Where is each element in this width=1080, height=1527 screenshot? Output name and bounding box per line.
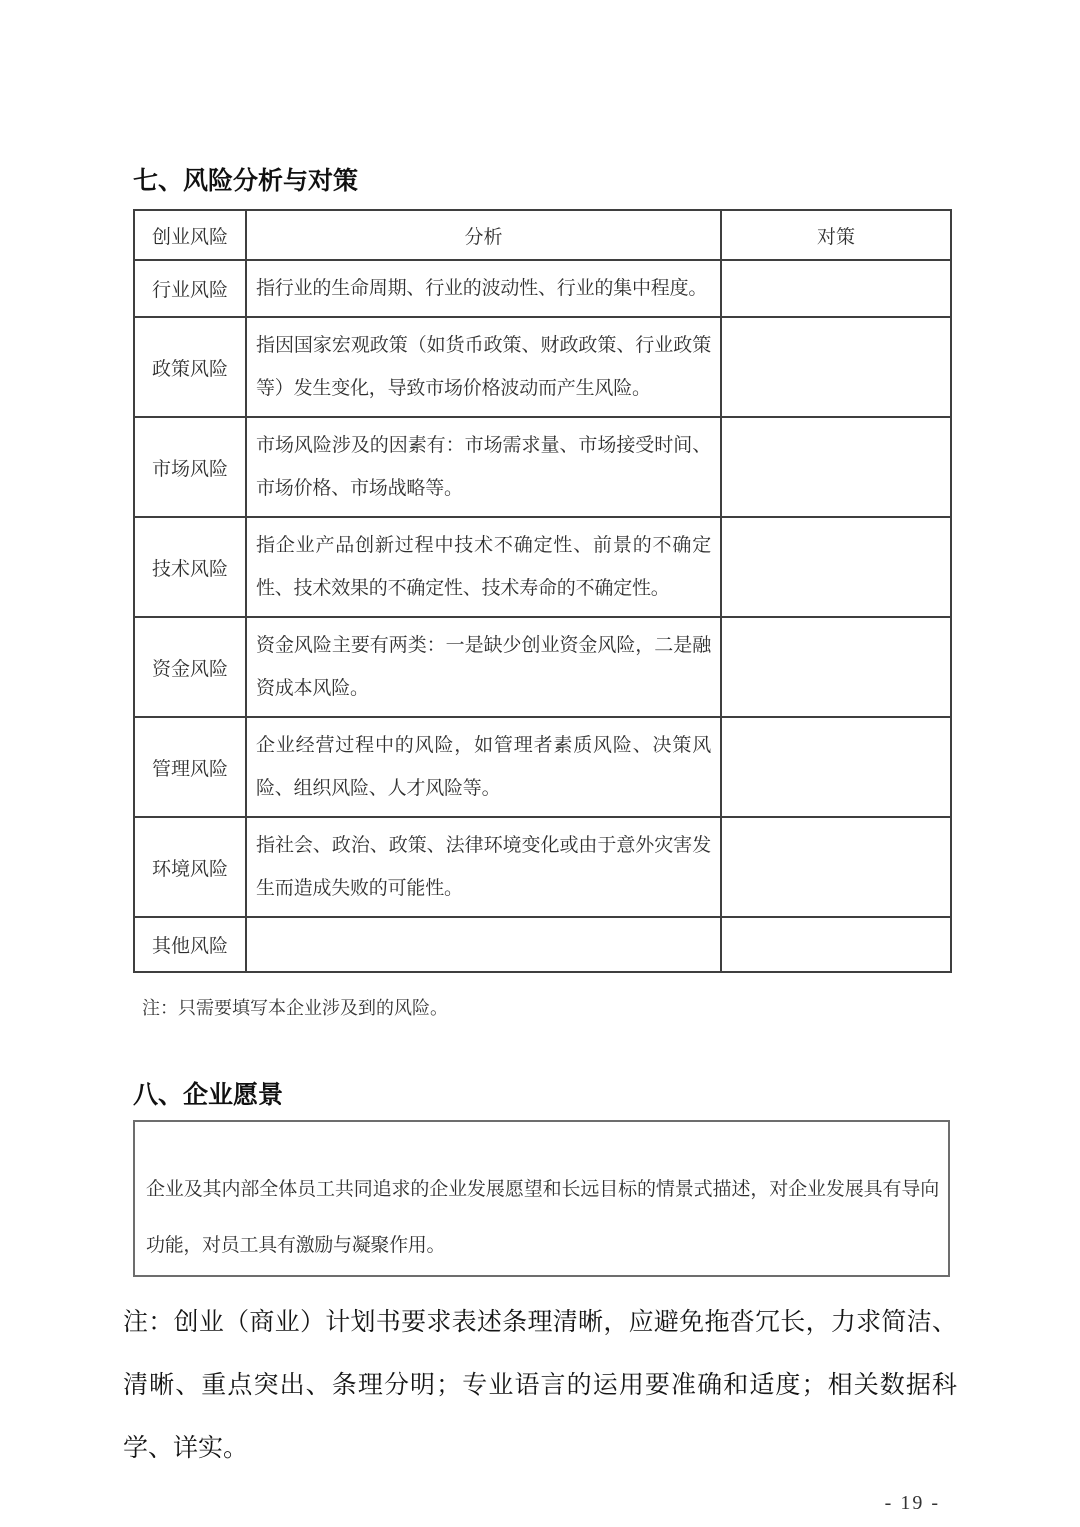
risk-analysis-table <box>133 209 952 973</box>
risk-countermeasure-cell <box>721 917 951 972</box>
table-row <box>134 317 951 417</box>
risk-name-cell: 环境风险 <box>134 817 246 917</box>
header-risk: 创业风险 <box>134 210 246 260</box>
vision-description-box: 企业及其内部全体员工共同追求的企业发展愿望和长远目标的情景式描述，对企业发展具有导向功能，对员工具有激励与凝聚作用。 <box>133 1120 950 1277</box>
risk-name-cell: 其他风险 <box>134 917 246 972</box>
risk-analysis-cell: 市场风险涉及的因素有：市场需求量、市场接受时间、市场价格、市场战略等。 <box>246 417 721 517</box>
risk-countermeasure-cell <box>721 617 951 717</box>
table-footnote: 注：只需要填写本企业涉及到的风险。 <box>142 998 448 1018</box>
risk-analysis-cell: 指因国家宏观政策（如货币政策、财政政策、行业政策等）发生变化，导致市场价格波动而产生风险。 <box>246 317 721 417</box>
risk-countermeasure-cell <box>721 817 951 917</box>
section8-title: 八、企业愿景 <box>133 1082 284 1109</box>
table-row <box>134 617 951 717</box>
header-analysis: 分析 <box>246 210 721 260</box>
table-row <box>134 417 951 517</box>
risk-countermeasure-cell <box>721 717 951 817</box>
risk-analysis-cell <box>246 917 721 972</box>
table-row <box>134 817 951 917</box>
risk-name-cell: 技术风险 <box>134 517 246 617</box>
risk-countermeasure-cell <box>721 317 951 417</box>
table-row <box>134 917 951 972</box>
risk-name-cell: 管理风险 <box>134 717 246 817</box>
section7-title: 七、风险分析与对策 <box>133 168 359 195</box>
header-countermeasure: 对策 <box>721 210 951 260</box>
page-content <box>123 167 957 1515</box>
risk-analysis-cell: 指社会、政治、政策、法律环境变化或由于意外灾害发生而造成失败的可能性。 <box>246 817 721 917</box>
table-header-row <box>134 210 951 260</box>
page-number: - 19 - <box>884 1492 940 1514</box>
risk-analysis-cell: 资金风险主要有两类：一是缺少创业资金风险，二是融资成本风险。 <box>246 617 721 717</box>
risk-analysis-cell: 指行业的生命周期、行业的波动性、行业的集中程度。 <box>246 260 721 317</box>
risk-analysis-cell: 企业经营过程中的风险，如管理者素质风险、决策风险、组织风险、人才风险等。 <box>246 717 721 817</box>
risk-analysis-cell: 指企业产品创新过程中技术不确定性、前景的不确定性、技术效果的不确定性、技术寿命的不确定性。 <box>246 517 721 617</box>
risk-name-cell: 政策风险 <box>134 317 246 417</box>
risk-countermeasure-cell <box>721 517 951 617</box>
risk-countermeasure-cell <box>721 417 951 517</box>
table-row <box>134 260 951 317</box>
risk-name-cell: 行业风险 <box>134 260 246 317</box>
risk-name-cell: 市场风险 <box>134 417 246 517</box>
risk-countermeasure-cell <box>721 260 951 317</box>
table-row <box>134 517 951 617</box>
page-footnote: 注：创业（商业）计划书要求表述条理清晰，应避免拖沓冗长，力求简洁、清晰、重点突出、条理分明；专业语言的运用要准确和适度；相关数据科学、详实。 <box>123 1309 957 1462</box>
risk-name-cell: 资金风险 <box>134 617 246 717</box>
table-row <box>134 717 951 817</box>
